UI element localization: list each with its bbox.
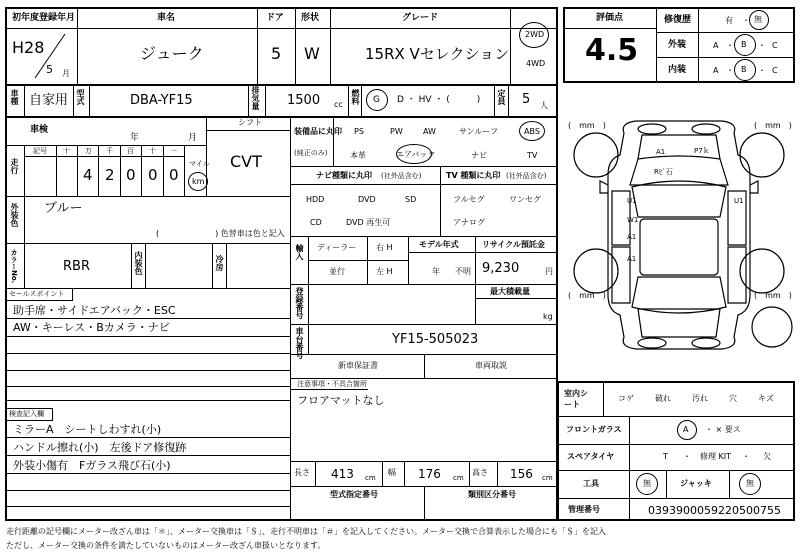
equip-abs: ABS [524,127,540,136]
category-label: 類別区分番号 [468,490,516,499]
cc-unit: cc [334,100,343,109]
shift-value: CVT [230,152,262,171]
import-dealer: ディーラー [317,243,357,252]
mileage-digit-2: 4 [83,166,93,184]
mark-right-u1: U1 [734,197,744,205]
interior-a: A [713,66,719,75]
doors-value: 5 [271,44,282,63]
mm-label-front-right: ( mm ) [754,121,792,130]
color-no-value: RBR [63,259,90,274]
first-reg-year: H28 [12,38,45,57]
sales-point-line-1: 助手席・サイドエアバック・ESC [13,304,176,317]
shift-label: シフト [238,118,262,127]
capacity-label: 定員 [497,89,506,105]
manual-label: 車両取説 [475,361,507,370]
interior-dot1: ・ [726,66,734,75]
jack-value: 無 [746,479,754,488]
width-value: 176 [418,467,441,481]
interior-dot2: ・ [758,66,766,75]
repair-yes: 有 [725,16,733,25]
tools-label: 工具 [583,479,599,488]
mark-rear-a1: A1 [627,255,637,263]
mileage-digit-4: 0 [126,166,136,184]
equipment-sub-label: (純正のみ) [294,149,328,157]
digit-label-4: 百 [127,147,134,155]
symbol-label: 記号 [33,147,47,155]
sales-points-label: セールスポイント [9,290,65,298]
mark-left-w1: W1 [627,216,639,224]
model-label: 型式 [76,89,85,105]
drive-4wd: 4WD [526,59,546,68]
equip-airbag: エアバック [396,150,436,159]
exterior-label: 外装 [668,40,687,50]
chassis-value: YF15-505023 [392,332,479,347]
recycle-value: 9,230 [482,261,520,276]
seat-label: 室内シート [564,389,588,409]
equip-aw: AW [423,127,436,136]
aircon-label: 冷房 [215,255,224,271]
digit-label-6: 一 [170,147,177,155]
drive-2wd: 2WD [525,30,545,39]
width-unit: cm [453,474,464,482]
length-unit: cm [365,474,376,482]
length-value: 413 [331,467,354,481]
fuel-options: D ・ HV ・ ( ) [397,95,481,105]
mileage-digit-6: 0 [169,166,179,184]
tv-oneseg: ワンセグ [509,195,541,204]
equip-sunroof: サンルーフ [459,127,498,136]
seat-item-3: 汚れ [692,394,708,403]
color-note: ( ) 色替車は色と記入 [156,229,285,238]
repair-none: 無 [754,15,762,24]
windshield-label: フロントガラス [566,425,622,434]
equipment-label: 装備品に丸印 [294,127,342,136]
mileage-digit-3: 2 [105,166,115,184]
inspector-line-2: ハンドル擦れ(小) 左後ドア修復跡 [13,441,187,454]
import-label: 輸入 [295,244,304,260]
jack-label: ジャッキ [680,479,712,488]
color-value: ブルー [44,201,83,216]
digit-label-3: 千 [106,147,113,155]
navi-cd: CD [310,218,322,227]
navi-dvd: DVD [358,195,376,204]
score-label: 評価点 [596,13,624,23]
inspector-label: 検査記入欄 [9,410,44,418]
car-name-value: ジューク [140,44,204,63]
grade-value: 15RX Vセレクション [365,45,510,63]
recycle-label: リサイクル預託金 [482,240,545,249]
grade-label: グレード [402,13,439,23]
tv-label: TV 種類に丸印 [446,171,501,180]
color-no-label: カラーNo. [10,249,18,284]
inspection-month-unit: 月 [188,133,198,143]
width-label: 幅 [388,468,396,477]
car-damage-diagram [560,95,798,375]
inspector-line-3: 外装小傷有 Fガラス飛び石(小) [13,459,171,472]
interior-color-label: 内装色 [134,251,143,275]
mark-left-u1: U1 [627,197,637,205]
chassis-label: 車台番号 [295,327,304,359]
length-label: 長さ [294,468,310,477]
interior-b: B [741,65,747,74]
windshield-rest: ・ × 要ス [705,425,741,434]
mgmt-label: 管理番号 [568,505,600,514]
mile-label: マイル [189,160,210,168]
shape-value: W [304,44,320,63]
mark-windshield: Rﾋﾞ石 [654,168,673,176]
interior-label: 内装 [668,65,687,75]
equip-tv: TV [527,151,538,160]
repair-sep: ・ [742,16,750,25]
seat-item-2: 破れ [655,394,671,403]
fuel-g: G [373,95,380,105]
car-name-label: 車名 [157,13,176,23]
inspection-label: 車検 [30,125,49,135]
mgmt-no: 0393900059220500755 [648,504,781,517]
seat-item-5: キズ [758,394,774,403]
person-unit: 人 [540,101,548,110]
score-value: 4.5 [585,33,639,68]
first-reg-label: 初年度登録年月 [12,13,76,23]
tv-fullseg: フルセグ [453,195,485,204]
mm-label-rear-right: ( mm ) [754,291,792,300]
import-right-h: 右 H [376,243,393,252]
mark-hood-p7k: P7ｋ [694,147,710,155]
notes-label: 注意事項・不具合箇所 [297,380,367,388]
notes-value: フロアマットなし [297,394,385,407]
spare-t: T [663,452,668,461]
exterior-c: C [772,41,778,50]
seat-item-4: 穴 [729,394,737,403]
equip-navi: ナビ [471,151,487,160]
mm-label-rear-left: ( mm ) [568,291,606,300]
equip-leather: 本革 [350,151,366,160]
month-unit: 月 [62,69,70,78]
registration-label: 登録番号 [295,287,304,319]
mileage-label: 走行 [10,158,19,174]
tools-value: 無 [643,479,651,488]
height-unit: cm [542,474,553,482]
navi-sd: SD [405,195,417,204]
model-year-unit: 年 [432,267,440,276]
exterior-b: B [741,40,747,49]
height-label: 高さ [472,468,488,477]
mm-label-front-left: ( mm ) [568,121,606,130]
inspection-year-unit: 年 [130,133,140,143]
tv-analog: アナログ [453,218,485,227]
spare-label: スペアタイヤ [567,452,615,461]
spare-sep2: ・ [742,452,750,461]
sales-point-line-2: AW・キーレス・Bカメラ・ナビ [13,321,170,334]
exterior-dot1: ・ [726,41,734,50]
warranty-label: 新車保証書 [338,361,378,370]
first-reg-month: 5 [46,63,53,76]
shape-label: 形状 [301,13,320,23]
navi-dvd-play: DVD 再生可 [346,218,391,227]
inspector-line-1: ミラーA シートしわすれ(小) [13,423,162,436]
displacement-value: 1500 [287,93,321,108]
mileage-digit-5: 0 [148,166,158,184]
model-value: DBA-YF15 [130,93,193,108]
spare-sep1: ・ [683,452,691,461]
digit-label-1: 十 [63,147,70,155]
fuel-label: 燃料 [351,89,360,105]
model-year-unknown: 不明 [455,267,471,276]
navi-note: (社外品含む) [381,172,422,180]
exterior-a: A [713,41,719,50]
height-value: 156 [510,467,533,481]
capacity-value: 5 [522,92,531,107]
seat-item-1: コゲ [618,394,634,403]
navi-hdd: HDD [306,195,325,204]
import-left-h: 左 H [376,267,393,276]
spare-kit: 修理 KIT [700,452,732,461]
mark-hood-a1: A1 [656,148,666,156]
kg-unit: kg [543,312,553,321]
spare-missing: 欠 [763,452,771,461]
navi-label: ナビ種類に丸印 [316,171,372,180]
equip-pw: PW [390,127,403,136]
footer-line-1: 走行距離の記号欄にメーター改ざん車は「＊」、メーター交換車は「＄」、走行不明車は「＃」を記入してください。メーター交換で合算表示した場合にも「＄」を記入 [6,527,606,536]
equip-ps: PS [354,127,364,136]
usage-label: 車種 [10,89,19,105]
km-label: km [192,177,205,186]
repair-label: 修復歴 [664,15,692,25]
usage-value: 自家用 [29,93,69,108]
model-year-label: モデル年式 [419,240,459,249]
displacement-label: 排気量 [251,86,260,110]
interior-c: C [772,66,778,75]
footer-line-2: ただし、メーター交換の条件を満たしていないものはメーター改ざん車扱いとなります。 [6,541,326,550]
import-parallel: 並行 [329,267,345,276]
type-designation-label: 型式指定番号 [330,490,378,499]
tv-note: (社外品含む) [506,172,547,180]
yen-unit: 円 [545,267,553,276]
door-label: ドア [266,13,284,23]
digit-label-2: 万 [85,147,92,155]
max-load-label: 最大積載量 [490,287,530,296]
color-label: 外装色 [10,203,19,227]
windshield-a: A [683,425,689,434]
digit-label-5: 十 [149,147,156,155]
exterior-dot2: ・ [758,41,766,50]
mark-left-a1: A1 [627,233,637,241]
